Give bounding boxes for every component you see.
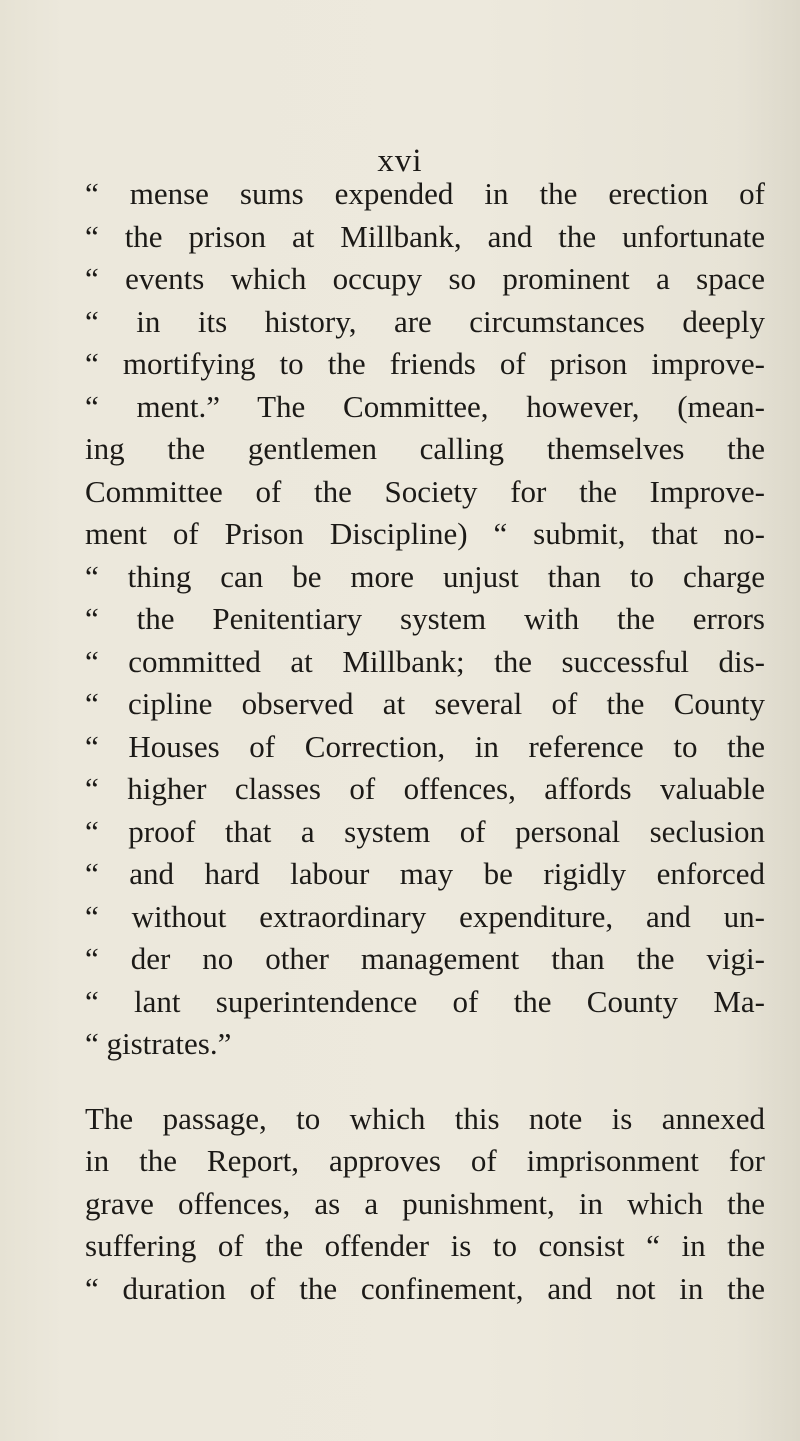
quote-line: “ higher classes of offences, affords valuable — [85, 771, 765, 806]
paragraph-line: “ duration of the confinement, and not in the — [85, 1270, 765, 1306]
quote-line: “ the Penitentiary system with the errors — [85, 601, 765, 636]
quote-line: “ mortifying to the friends of prison improve- — [85, 346, 765, 381]
quote-line: “ the prison at Millbank, and the unfortunate — [85, 218, 765, 254]
quote-line: “ committed at Millbank; the successful dis- — [85, 643, 765, 679]
quote-line: “ Houses of Correction, in reference to the — [85, 728, 765, 764]
quote-line: “ lant superintendence of the County Ma- — [85, 983, 765, 1019]
paragraph-line: grave offences, as a punishment, in which the — [85, 1185, 765, 1221]
paragraph-line: The passage, to which this note is annexed — [85, 1100, 765, 1136]
quote-line: “ thing can be more unjust than to charge — [85, 558, 765, 594]
quote-line: “ gistrates.” — [85, 1026, 232, 1061]
quote-line: ment of Prison Discipline) “ submit, that no- — [85, 516, 765, 551]
paragraph-gap — [85, 1066, 765, 1098]
paragraph-line: suffering of the offender is to consist “ in the — [85, 1228, 765, 1263]
quote-line: “ and hard labour may be rigidly enforced — [85, 856, 765, 891]
quote-line: Committee of the Society for the Improve- — [85, 473, 765, 509]
page-text — [85, 173, 765, 1310]
quote-line: “ mense sums expended in the erection of — [85, 176, 765, 211]
quote-line: “ proof that a system of personal seclusion — [85, 813, 765, 849]
quote-line: ing the gentlemen calling themselves the — [85, 431, 765, 466]
page-number: xvi — [377, 143, 423, 179]
quote-line: “ in its history, are circumstances deeply — [85, 303, 765, 339]
paragraph-line: in the Report, approves of imprisonment for — [85, 1143, 765, 1178]
quote-line: “ ment.” The Committee, however, (mean- — [85, 388, 765, 424]
quote-line: “ events which occupy so prominent a space — [85, 261, 765, 296]
quote-line: “ der no other management than the vigi- — [85, 941, 765, 976]
quote-line: “ cipline observed at several of the County — [85, 686, 765, 721]
quote-line: “ without extraordinary expenditure, and un- — [85, 898, 765, 934]
